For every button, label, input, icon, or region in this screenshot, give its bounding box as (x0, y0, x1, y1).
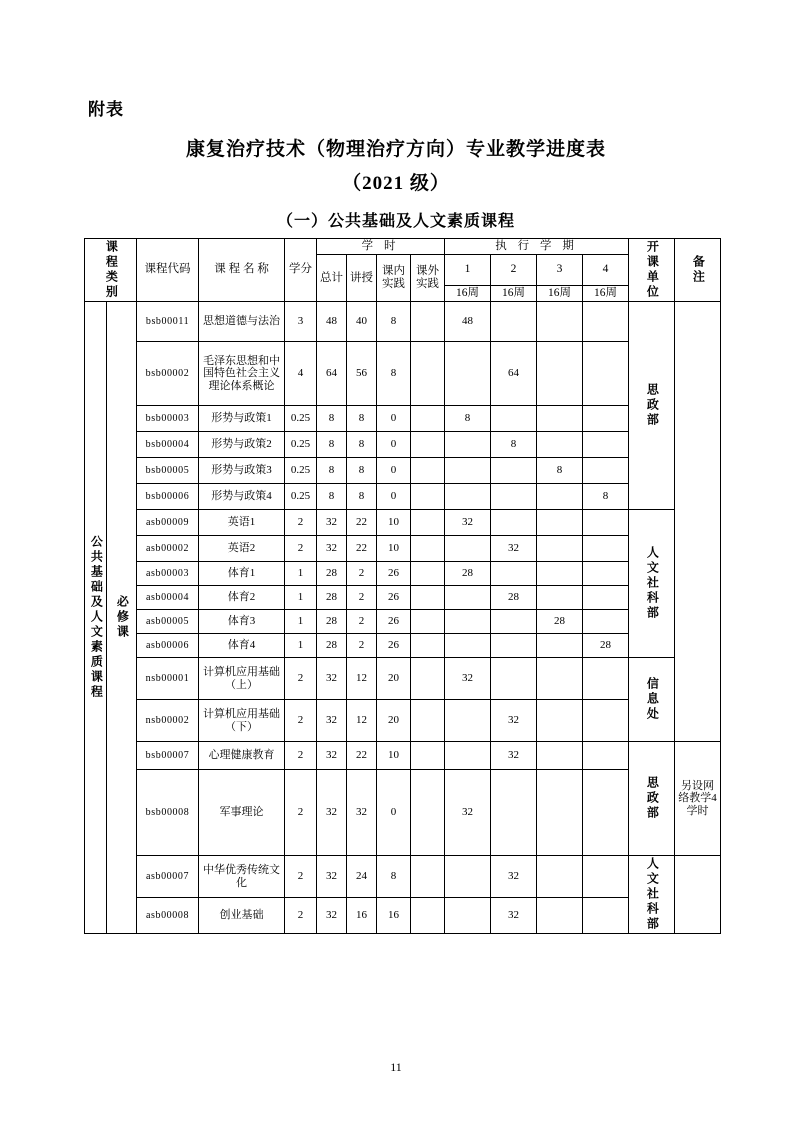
hours-in-class: 16 (377, 898, 411, 934)
term-3-hours (537, 342, 583, 406)
table-body (85, 302, 721, 934)
hours-out-class (411, 510, 445, 536)
hours-total: 48 (317, 302, 347, 342)
course-name: 计算机应用基础（上） (199, 658, 285, 700)
term-3-hours (537, 634, 583, 658)
hours-out-class (411, 458, 445, 484)
course-name: 形势与政策2 (199, 432, 285, 458)
course-code: asb00007 (137, 856, 199, 898)
header-hours-lecture: 讲授 (347, 255, 377, 302)
term-1-hours: 48 (445, 302, 491, 342)
hours-total: 28 (317, 610, 347, 634)
course-code: bsb00007 (137, 742, 199, 770)
term-2-hours (491, 510, 537, 536)
term-4-hours (583, 742, 629, 770)
term-4-hours: 28 (583, 634, 629, 658)
term-3-hours (537, 562, 583, 586)
hours-in-class: 0 (377, 458, 411, 484)
course-name: 心理健康教育 (199, 742, 285, 770)
hours-total: 8 (317, 406, 347, 432)
term-1-hours: 32 (445, 510, 491, 536)
hours-total: 8 (317, 484, 347, 510)
hours-total: 32 (317, 856, 347, 898)
term-3-hours: 8 (537, 458, 583, 484)
course-credit: 1 (285, 610, 317, 634)
term-1-hours (445, 898, 491, 934)
hours-out-class (411, 406, 445, 432)
category-cell: 公共基础及人文素质课程 (85, 302, 107, 934)
course-code: bsb00003 (137, 406, 199, 432)
hours-lecture: 2 (347, 634, 377, 658)
header-remark: 备注 (675, 239, 721, 302)
department-cell: 信息处 (629, 658, 675, 742)
hours-out-class (411, 770, 445, 856)
hours-in-class: 10 (377, 536, 411, 562)
course-code: bsb00005 (137, 458, 199, 484)
term-1-hours: 28 (445, 562, 491, 586)
course-name: 思想道德与法治 (199, 302, 285, 342)
term-2-hours (491, 610, 537, 634)
term-4-hours (583, 562, 629, 586)
course-credit: 2 (285, 536, 317, 562)
hours-in-class: 20 (377, 658, 411, 700)
course-code: bsb00008 (137, 770, 199, 856)
term-4-hours (583, 610, 629, 634)
course-code: bsb00011 (137, 302, 199, 342)
hours-total: 28 (317, 586, 347, 610)
hours-total: 32 (317, 770, 347, 856)
attachment-label: 附表 (88, 100, 124, 119)
table-row (85, 742, 721, 770)
table-row (85, 898, 721, 934)
course-credit: 2 (285, 898, 317, 934)
remark-cell-empty (675, 302, 721, 742)
term-1-hours (445, 342, 491, 406)
hours-lecture: 12 (347, 658, 377, 700)
header-terms-group: 执 行 学 期 (445, 239, 629, 255)
term-3-hours (537, 856, 583, 898)
term-1-hours: 32 (445, 658, 491, 700)
term-2-hours (491, 406, 537, 432)
term-4-hours (583, 432, 629, 458)
header-term-1: 1 (445, 255, 491, 286)
hours-in-class: 0 (377, 484, 411, 510)
hours-in-class: 10 (377, 510, 411, 536)
course-code: bsb00004 (137, 432, 199, 458)
header-term-3: 3 (537, 255, 583, 286)
hours-lecture: 22 (347, 536, 377, 562)
hours-total: 32 (317, 742, 347, 770)
department-cell: 思政部 (629, 742, 675, 856)
course-code: asb00005 (137, 610, 199, 634)
course-credit: 0.25 (285, 484, 317, 510)
course-code: asb00003 (137, 562, 199, 586)
term-4-hours (583, 700, 629, 742)
term-2-hours: 32 (491, 536, 537, 562)
hours-lecture: 32 (347, 770, 377, 856)
term-4-hours: 8 (583, 484, 629, 510)
hours-in-class: 26 (377, 586, 411, 610)
page-number: 11 (390, 1060, 402, 1074)
term-2-hours (491, 302, 537, 342)
header-hours-out-class: 课外实践 (411, 255, 445, 302)
course-credit: 2 (285, 770, 317, 856)
term-1-hours (445, 536, 491, 562)
course-credit: 2 (285, 700, 317, 742)
hours-in-class: 20 (377, 700, 411, 742)
course-credit: 0.25 (285, 432, 317, 458)
hours-total: 8 (317, 458, 347, 484)
hours-total: 32 (317, 536, 347, 562)
hours-in-class: 0 (377, 770, 411, 856)
table-row (85, 432, 721, 458)
hours-total: 8 (317, 432, 347, 458)
hours-out-class (411, 658, 445, 700)
term-1-hours (445, 610, 491, 634)
hours-lecture: 12 (347, 700, 377, 742)
term-1-hours: 8 (445, 406, 491, 432)
table-row (85, 658, 721, 700)
hours-out-class (411, 484, 445, 510)
hours-total: 28 (317, 634, 347, 658)
header-hours-total: 总计 (317, 255, 347, 302)
term-2-hours: 32 (491, 700, 537, 742)
table-row (85, 562, 721, 586)
term-3-hours (537, 742, 583, 770)
hours-out-class (411, 610, 445, 634)
course-credit: 2 (285, 856, 317, 898)
hours-out-class (411, 302, 445, 342)
hours-lecture: 56 (347, 342, 377, 406)
course-credit: 3 (285, 302, 317, 342)
table-row (85, 700, 721, 742)
hours-out-class (411, 700, 445, 742)
hours-out-class (411, 432, 445, 458)
department-cell: 人文社科部 (629, 510, 675, 658)
table-row (85, 536, 721, 562)
term-2-hours: 32 (491, 742, 537, 770)
header-term-4: 4 (583, 255, 629, 286)
hours-out-class (411, 536, 445, 562)
department-cell: 思政部 (629, 302, 675, 510)
course-code: asb00009 (137, 510, 199, 536)
term-1-hours: 32 (445, 770, 491, 856)
term-3-hours (537, 302, 583, 342)
term-3-hours (537, 586, 583, 610)
term-2-hours: 8 (491, 432, 537, 458)
hours-in-class: 8 (377, 856, 411, 898)
table-row (85, 856, 721, 898)
course-name: 体育4 (199, 634, 285, 658)
term-2-hours: 28 (491, 586, 537, 610)
hours-lecture: 8 (347, 406, 377, 432)
course-code: nsb00002 (137, 700, 199, 742)
term-1-hours (445, 700, 491, 742)
course-name: 毛泽东思想和中国特色社会主义理论体系概论 (199, 342, 285, 406)
term-2-hours (491, 484, 537, 510)
course-name: 形势与政策4 (199, 484, 285, 510)
term-4-hours (583, 586, 629, 610)
course-name: 体育2 (199, 586, 285, 610)
term-1-hours (445, 742, 491, 770)
hours-out-class (411, 742, 445, 770)
term-3-hours (537, 510, 583, 536)
term-1-hours (445, 484, 491, 510)
hours-out-class (411, 898, 445, 934)
term-4-hours (583, 658, 629, 700)
course-name: 计算机应用基础（下） (199, 700, 285, 742)
course-code: bsb00002 (137, 342, 199, 406)
term-2-hours: 64 (491, 342, 537, 406)
term-3-hours (537, 770, 583, 856)
department-cell: 人文社科部 (629, 856, 675, 934)
term-3-hours (537, 700, 583, 742)
hours-in-class: 0 (377, 432, 411, 458)
course-credit: 2 (285, 742, 317, 770)
header-term-2-weeks: 16周 (491, 285, 537, 301)
header-department: 开课单位 (629, 239, 675, 302)
table-row (85, 484, 721, 510)
table-row (85, 302, 721, 342)
term-1-hours (445, 634, 491, 658)
table-row (85, 342, 721, 406)
table-row (85, 610, 721, 634)
course-name: 形势与政策1 (199, 406, 285, 432)
hours-lecture: 16 (347, 898, 377, 934)
course-code: asb00004 (137, 586, 199, 610)
course-credit: 2 (285, 510, 317, 536)
header-term-3-weeks: 16周 (537, 285, 583, 301)
hours-lecture: 40 (347, 302, 377, 342)
course-credit: 0.25 (285, 406, 317, 432)
header-term-4-weeks: 16周 (583, 285, 629, 301)
term-3-hours (537, 536, 583, 562)
hours-in-class: 26 (377, 562, 411, 586)
hours-lecture: 22 (347, 510, 377, 536)
hours-out-class (411, 634, 445, 658)
hours-total: 32 (317, 898, 347, 934)
hours-lecture: 2 (347, 586, 377, 610)
hours-total: 28 (317, 562, 347, 586)
term-4-hours (583, 342, 629, 406)
subcategory-cell: 必修课 (107, 302, 137, 934)
hours-lecture: 8 (347, 484, 377, 510)
hours-in-class: 0 (377, 406, 411, 432)
course-code: nsb00001 (137, 658, 199, 700)
header-hours-group: 学 时 (317, 239, 445, 255)
hours-in-class: 8 (377, 302, 411, 342)
hours-out-class (411, 342, 445, 406)
header-credit: 学分 (285, 239, 317, 302)
term-2-hours (491, 458, 537, 484)
term-3-hours (537, 898, 583, 934)
term-2-hours: 32 (491, 856, 537, 898)
header-term-2: 2 (491, 255, 537, 286)
course-code: asb00002 (137, 536, 199, 562)
hours-lecture: 22 (347, 742, 377, 770)
term-2-hours (491, 634, 537, 658)
table-row (85, 634, 721, 658)
course-name: 体育3 (199, 610, 285, 634)
hours-in-class: 10 (377, 742, 411, 770)
course-credit: 2 (285, 658, 317, 700)
course-name: 体育1 (199, 562, 285, 586)
term-4-hours (583, 536, 629, 562)
course-name: 形势与政策3 (199, 458, 285, 484)
term-4-hours (583, 510, 629, 536)
header-term-1-weeks: 16周 (445, 285, 491, 301)
hours-lecture: 2 (347, 562, 377, 586)
term-4-hours (583, 406, 629, 432)
teaching-schedule-table (84, 238, 721, 934)
hours-out-class (411, 562, 445, 586)
term-1-hours (445, 586, 491, 610)
term-1-hours (445, 458, 491, 484)
hours-total: 32 (317, 658, 347, 700)
table-row (85, 586, 721, 610)
hours-out-class (411, 856, 445, 898)
term-3-hours (537, 432, 583, 458)
remark-cell: 另设网络教学4学时 (675, 742, 721, 856)
course-name: 创业基础 (199, 898, 285, 934)
term-3-hours (537, 406, 583, 432)
course-name: 中华优秀传统文化 (199, 856, 285, 898)
header-category: 课程类别 (85, 239, 137, 302)
remark-cell-empty (675, 856, 721, 934)
term-4-hours (583, 856, 629, 898)
term-3-hours (537, 484, 583, 510)
term-4-hours (583, 770, 629, 856)
hours-in-class: 26 (377, 634, 411, 658)
section-title: （一）公共基础及人文素质课程 (276, 213, 515, 230)
header-course-name: 课 程 名 称 (199, 239, 285, 302)
header-course-code: 课程代码 (137, 239, 199, 302)
hours-total: 32 (317, 700, 347, 742)
term-4-hours (583, 898, 629, 934)
term-2-hours: 32 (491, 898, 537, 934)
hours-lecture: 2 (347, 610, 377, 634)
course-credit: 0.25 (285, 458, 317, 484)
course-credit: 1 (285, 586, 317, 610)
table-row (85, 458, 721, 484)
hours-lecture: 24 (347, 856, 377, 898)
hours-total: 32 (317, 510, 347, 536)
course-name: 英语1 (199, 510, 285, 536)
course-code: asb00006 (137, 634, 199, 658)
course-name: 军事理论 (199, 770, 285, 856)
term-2-hours (491, 770, 537, 856)
table-row (85, 510, 721, 536)
hours-lecture: 8 (347, 432, 377, 458)
page-title: 康复治疗技术（物理治疗方向）专业教学进度表 (185, 139, 606, 160)
course-credit: 4 (285, 342, 317, 406)
course-name: 英语2 (199, 536, 285, 562)
table-header-row-1 (85, 239, 721, 255)
page-subtitle: （2021 级） (342, 173, 450, 194)
hours-out-class (411, 586, 445, 610)
term-3-hours: 28 (537, 610, 583, 634)
term-3-hours (537, 658, 583, 700)
term-2-hours (491, 658, 537, 700)
course-credit: 1 (285, 634, 317, 658)
term-2-hours (491, 562, 537, 586)
course-code: asb00008 (137, 898, 199, 934)
term-1-hours (445, 432, 491, 458)
course-credit: 1 (285, 562, 317, 586)
term-4-hours (583, 302, 629, 342)
hours-lecture: 8 (347, 458, 377, 484)
header-hours-in-class: 课内实践 (377, 255, 411, 302)
hours-in-class: 26 (377, 610, 411, 634)
hours-total: 64 (317, 342, 347, 406)
term-1-hours (445, 856, 491, 898)
table-row (85, 770, 721, 856)
table-row (85, 406, 721, 432)
course-code: bsb00006 (137, 484, 199, 510)
hours-in-class: 8 (377, 342, 411, 406)
term-4-hours (583, 458, 629, 484)
